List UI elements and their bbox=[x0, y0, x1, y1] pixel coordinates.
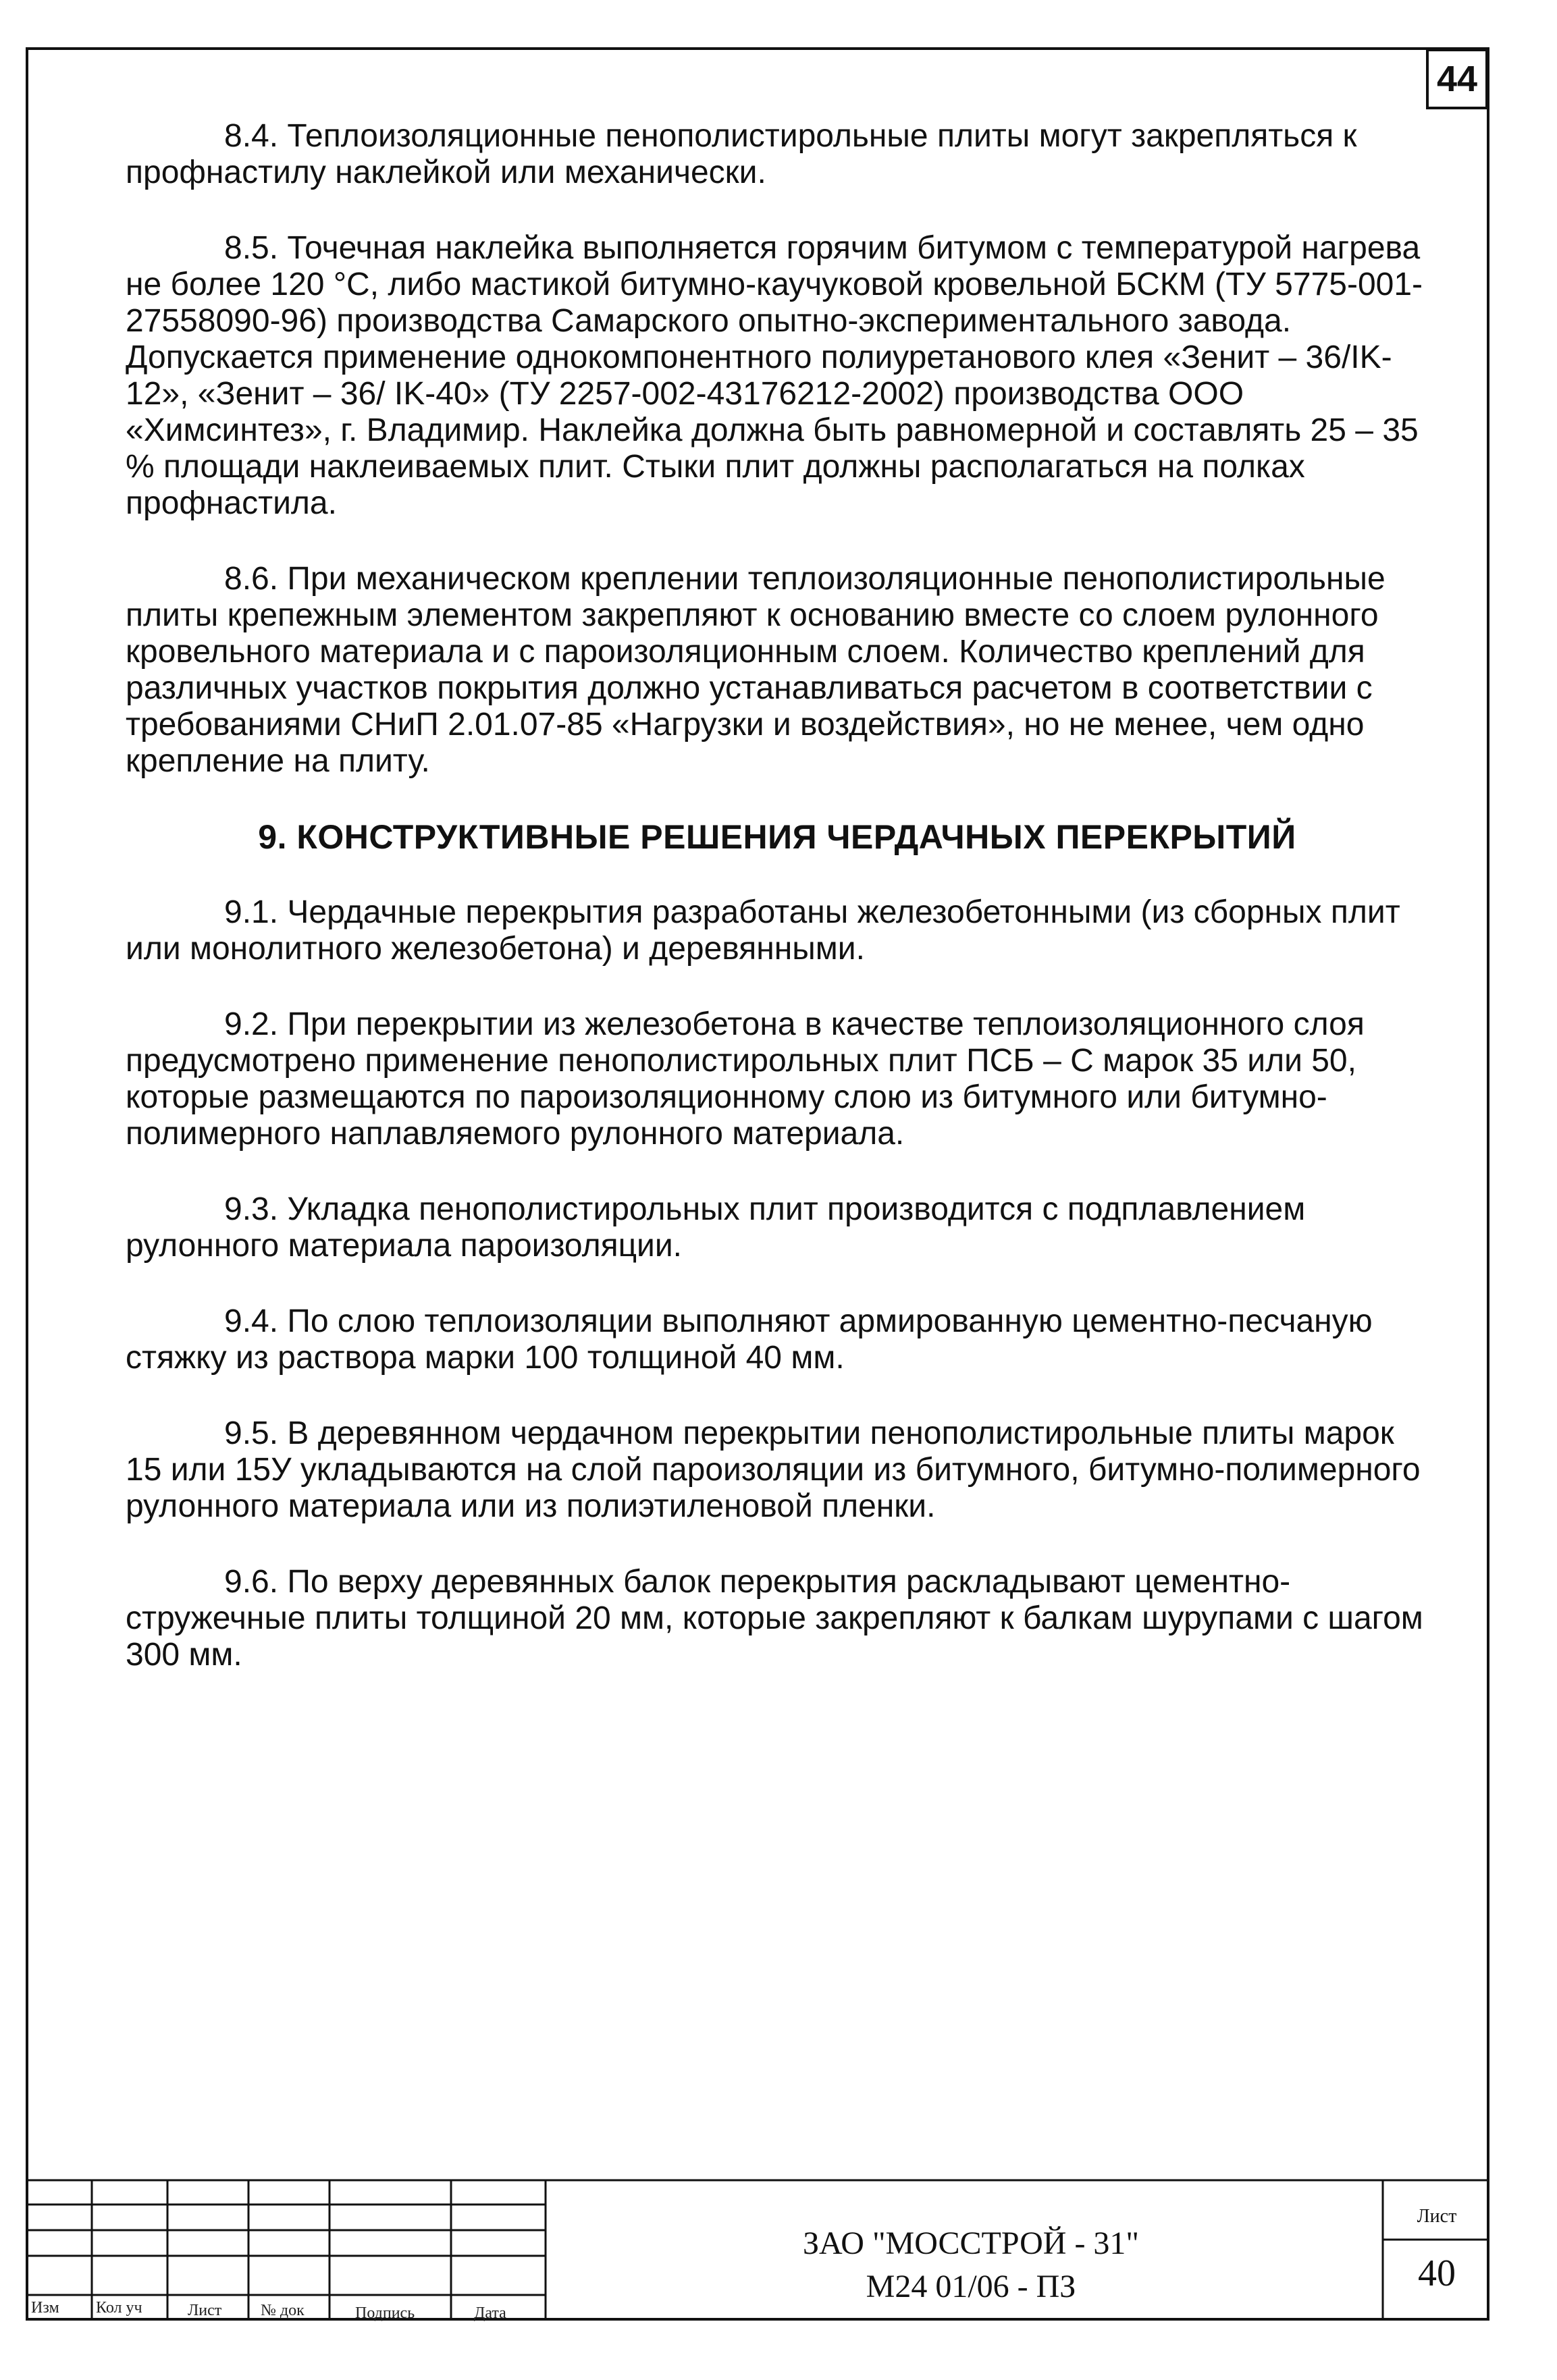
paragraph-8-4: 8.4. Теплоизоляционные пенополистирольные плиты могут закрепляться к профнастилу наклейкой или механически. bbox=[126, 118, 1357, 190]
column-label-kol-uch: Кол уч bbox=[96, 2299, 142, 2317]
paragraph-9-6: 9.6. По верху деревянных балок перекрытия раскладывают цементно-стружечные плиты толщиной 20 мм, которые закрепляют к балкам шурупами с шагом 300 мм. bbox=[126, 1564, 1423, 1673]
paragraph-9-1: 9.1. Чердачные перекрытия разработаны железобетонными (из сборных плит или монолитного железобетона) и деревянными. bbox=[126, 894, 1400, 967]
section-heading: 9. КОНСТРУКТИВНЫЕ РЕШЕНИЯ ЧЕРДАЧНЫХ ПЕРЕКРЫТИЙ bbox=[258, 818, 1296, 856]
paragraph-9-5: 9.5. В деревянном чердачном перекрытии пенополистирольные плиты марок 15 или 15У укладываются на слой пароизоляции из битумного, битумно-полимерного рулонного материала или из полиэтиленовой пленки. bbox=[126, 1415, 1421, 1524]
paragraph-9-3: 9.3. Укладка пенополистирольных плит производится с подплавлением рулонного материала пароизоляции. bbox=[126, 1191, 1306, 1264]
document-code: М24 01/06 - ПЗ bbox=[866, 2269, 1076, 2304]
sheet-label: Лист bbox=[1417, 2206, 1457, 2227]
column-label-list: Лист bbox=[188, 2302, 222, 2319]
sheet-number-box: 44 bbox=[1426, 49, 1488, 109]
sheet-value: 40 bbox=[1418, 2252, 1456, 2294]
paragraph-8-5: 8.5. Точечная наклейка выполняется горячим битумом с температурой нагрева не более 120 °С, либо мастикой битумно-каучуковой кровельной БСКМ (ТУ 5775-001-27558090-96) производства Самарского опытно-экспериментального завода. Допускается применение однокомпонентного полиуретанового клея «Зенит – 36/IK-12», «Зенит – 36/ IK-40» (ТУ 2257-002-43176212-2002) производства ООО «Химсинтез», г. Владимир. Наклейка должна быть равномерной и составлять 25 – 35 % площади наклеиваемых плит. Стыки плит должны располагаться на полках профнастила. bbox=[126, 230, 1423, 521]
organization-name: ЗАО "МОССТРОЙ - 31" bbox=[802, 2225, 1140, 2261]
column-label-signature: Подпись bbox=[355, 2304, 415, 2322]
paragraph-8-6: 8.6. При механическом креплении теплоизоляционные пенополистирольные плиты крепежным элементом закрепляют к основанию вместе со слоем рулонного кровельного материала и с пароизоляционным слоем. Количество креплений для различных участков покрытия должно устанавливаться расчетом в соответствии с требованиями СНиП 2.01.07-85 «Нагрузки и воздействия», но не менее, чем одно крепление на плиту. bbox=[126, 561, 1386, 779]
document-body bbox=[126, 118, 1429, 1712]
title-block bbox=[26, 2179, 1489, 2321]
paragraph-9-2: 9.2. При перекрытии из железобетона в качестве теплоизоляционного слоя предусмотрено применение пенополистирольных плит ПСБ – С марок 35 или 50, которые размещаются по пароизоляционному слою из битумного или битумно-полимерного наплавляемого рулонного материала. bbox=[126, 1006, 1365, 1152]
paragraph-9-4: 9.4. По слою теплоизоляции выполняют армированную цементно-песчаную стяжку из раствора марки 100 толщиной 40 мм. bbox=[126, 1303, 1373, 1376]
column-label-doc-no: № док bbox=[261, 2302, 305, 2319]
column-label-date: Дата bbox=[474, 2304, 506, 2322]
column-label-izm: Изм bbox=[31, 2299, 59, 2317]
